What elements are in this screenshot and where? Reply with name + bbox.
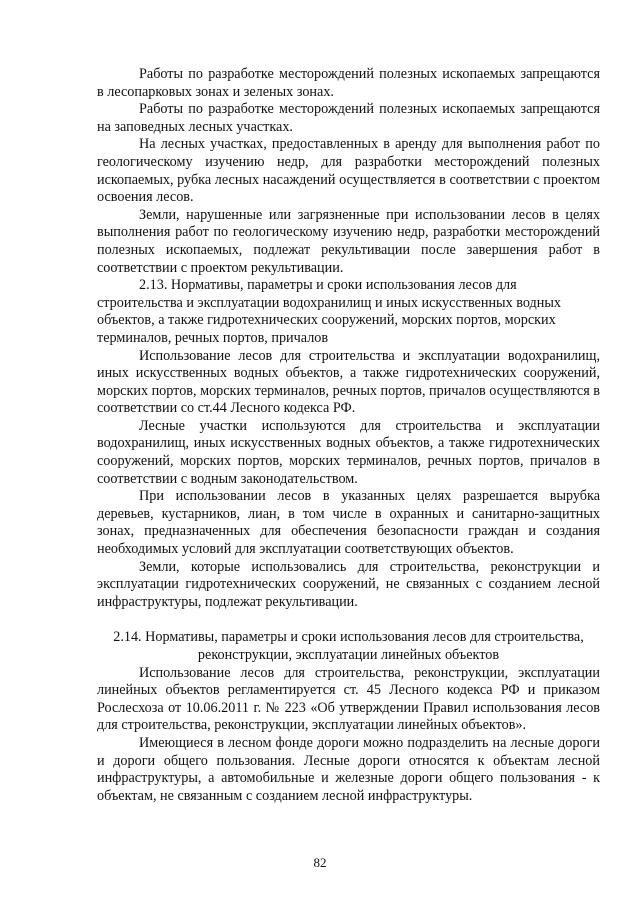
paragraph-7: При использовании лесов в указанных целях разрешается вырубка деревьев, кустарников, лиан, в том числе в охранных и санитарно-защитных зонах, предназначенных для обеспечения безопасности граждан и создания необходимых условий для эксплуатации соответствующих объектов. — [97, 488, 600, 558]
paragraph-8: Земли, которые использовались для строительства, реконструкции и эксплуатации гидротехнических сооружений, не связанных с созданием лесной инфраструктуры, подлежат рекультивации. — [97, 558, 600, 610]
section-gap — [97, 611, 600, 629]
paragraph-3: На лесных участках, предоставленных в аренду для выполнения работ по геологическому изучению недр, для разработки месторождений полезных ископаемых, рубка лесных насаждений осуществляется в соответствии с проектом освоения лесов. — [97, 136, 600, 206]
paragraph-9: Использование лесов для строительства, реконструкции, эксплуатации линейных объектов регламентируется ст. 45 Лесного кодекса РФ и приказом Рослесхоза от 10.06.2011 г. № 223 «Об утверждении Правил использования лесов для строительства, реконструкции, эксплуатации линейных объектов». — [97, 664, 600, 734]
page-number: 82 — [313, 855, 327, 870]
section-heading-2-13: 2.13. Нормативы, параметры и сроки использования лесов для строительства и эксплуатации водохранилищ и иных искусственных водных объектов, а также гидротехнических сооружений, морских портов, морских терминалов, речных портов, причалов — [97, 277, 561, 346]
paragraph-5: Использование лесов для строительства и эксплуатации водохранилищ, иных искусственных водных объектов, а также гидротехнических сооружений, морских портов, морских терминалов, речных портов, причалов осуществляются в соответствии со ст.44 Лесного кодекса РФ. — [97, 347, 600, 417]
paragraph-2: Работы по разработке месторождений полезных ископаемых запрещаются на заповедных лесных участках. — [97, 101, 600, 135]
paragraph-4: Земли, нарушенные или загрязненные при использовании лесов в целях выполнения работ по геологическому изучению недр, разработки месторождений полезных ископаемых, подлежат рекультивации после завершения работ в соответствии с проектом рекультивации. — [97, 206, 600, 276]
paragraph-1: Работы по разработке месторождений полезных ископаемых запрещаются в лесопарковых зонах и зеленых зонах. — [97, 66, 600, 100]
paragraph-6: Лесные участки используются для строительства и эксплуатации водохранилищ, иных искусственных водных объектов, а также гидротехнических сооружений, морских портов, морских терминалов, речных портов, причалов в соответствии с водным законодательством. — [97, 417, 600, 487]
section-heading-2-14: 2.14. Нормативы, параметры и сроки использования лесов для строительства, реконструкции, эксплуатации линейных объектов — [113, 629, 584, 663]
paragraph-10: Имеющиеся в лесном фонде дороги можно подразделить на лесные дороги и дороги общего пользования. Лесные дороги относятся к объектам лесной инфраструктуры, а автомобильные и железные дороги общего пользования - к объектам, не связанным с созданием лесной инфраструктуры. — [97, 734, 600, 804]
